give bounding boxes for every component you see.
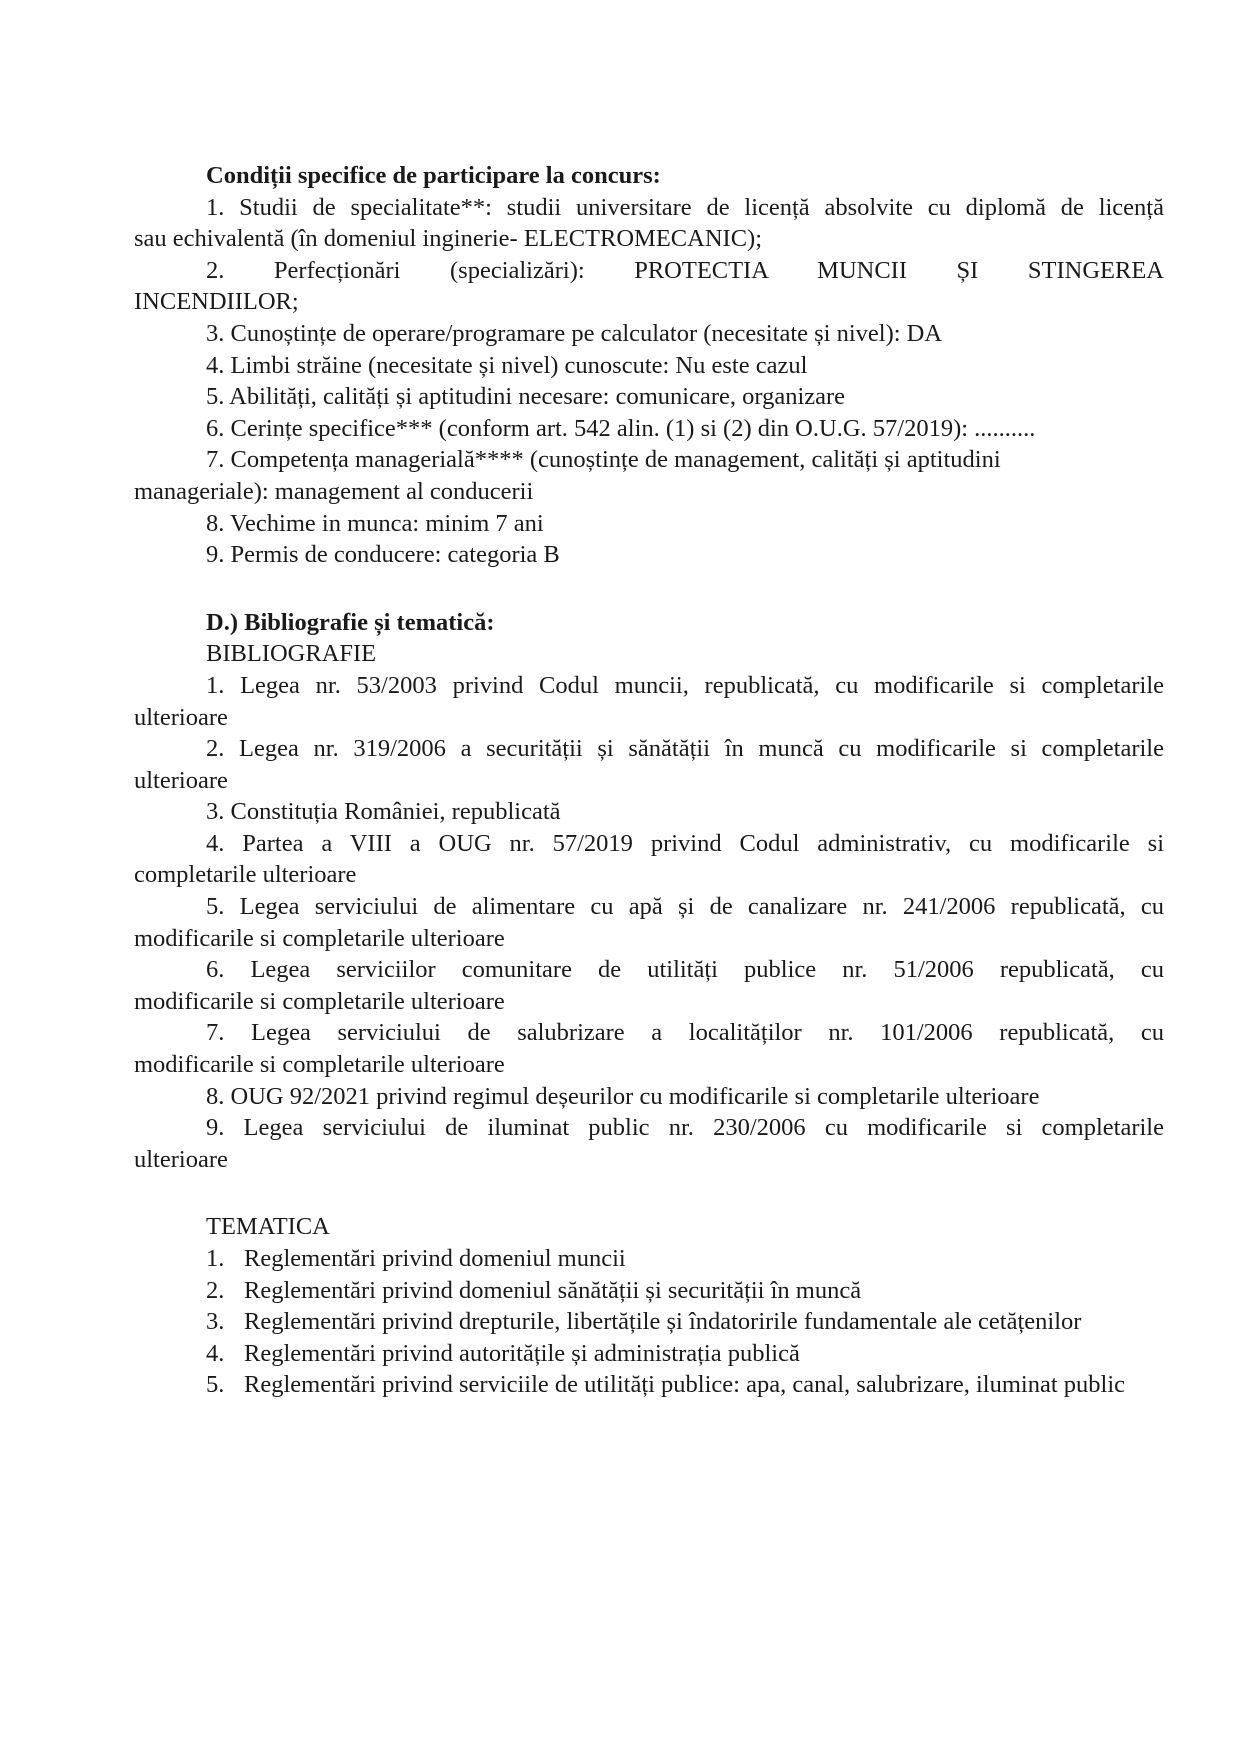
document-body [134, 160, 1164, 1401]
tematica-item [134, 1306, 1164, 1338]
bibliography-subheading: BIBLIOGRAFIE [206, 640, 377, 668]
condition-2-line-1: 2. Perfecționări (specializări): PROTECTIA MUNCII ȘI STINGEREA [206, 256, 1164, 284]
bibliography-item-2-line-2: ulterioare [134, 766, 228, 794]
bibliography-item-5-line-2: modificarile si completarile ulterioare [134, 924, 505, 952]
bibliography-item-9-line-1: 9. Legea serviciului de iluminat public nr. 230/2006 cu modificarile si completarile [206, 1114, 1164, 1142]
tematica-item [134, 1243, 1164, 1275]
tematica-item-text: Reglementări privind drepturile, libertățile și îndatoririle fundamentale ale cetățenilor [244, 1308, 1082, 1336]
bibliography-item-7-line-1: 7. Legea serviciului de salubrizare a localităților nr. 101/2006 republicată, cu [206, 1019, 1164, 1047]
tematica-item-text: Reglementări privind serviciile de utilități publice: apa, canal, salubrizare, iluminat public [244, 1371, 1126, 1399]
tematica-item-number: 2. [206, 1276, 225, 1304]
bibliography-item-1-line-1: 1. Legea nr. 53/2003 privind Codul muncii, republicată, cu modificarile si completarile [206, 671, 1164, 699]
bibliography-item-6-line-1: 6. Legea serviciilor comunitare de utilități publice nr. 51/2006 republicată, cu [206, 956, 1164, 984]
conditions-heading: Condiții specifice de participare la concurs: [206, 162, 661, 189]
bibliography-heading: D.) Bibliografie și tematică: [206, 608, 495, 636]
bibliography-item-4-line-1: 4. Partea a VIII a OUG nr. 57/2019 privind Codul administrativ, cu modificarile si [206, 829, 1164, 857]
tematica-item [134, 1275, 1164, 1307]
condition-4: 4. Limbi străine (necesitate și nivel) cunoscute: Nu este cazul [206, 351, 808, 379]
bibliography-item-2-line-1: 2. Legea nr. 319/2006 a securității și sănătății în muncă cu modificarile si completarile [206, 735, 1164, 763]
bibliography-item-5-line-1: 5. Legea serviciului de alimentare cu apă și de canalizare nr. 241/2006 republicată, cu [206, 893, 1164, 921]
tematica-item-text: Reglementări privind autoritățile și administrația publică [244, 1339, 800, 1367]
tematica-item-number: 5. [206, 1371, 225, 1399]
section-spacer [134, 1175, 1164, 1211]
bibliography-item-7-line-2: modificarile si completarile ulterioare [134, 1051, 505, 1079]
tematica-item [134, 1369, 1164, 1401]
bibliography-item-6-line-2: modificarile si completarile ulterioare [134, 987, 505, 1015]
condition-3: 3. Cunoștințe de operare/programare pe calculator (necesitate și nivel): DA [206, 319, 943, 347]
tematica-item-number: 1. [206, 1245, 225, 1272]
tematica-heading: TEMATICA [206, 1213, 330, 1241]
tematica-item-text: Reglementări privind domeniul muncii [244, 1245, 626, 1272]
condition-6: 6. Cerințe specifice*** (conform art. 542 alin. (1) si (2) din O.U.G. 57/2019): .......... [206, 414, 1036, 442]
bibliography-item-4-line-2: completarile ulterioare [134, 861, 357, 889]
bibliography-item-3: 3. Constituția României, republicată [206, 798, 561, 826]
tematica-item [134, 1338, 1164, 1370]
condition-1-line-2: sau echivalentă (în domeniul inginerie- ELECTROMECANIC); [134, 225, 763, 253]
condition-2-line-2: INCENDIILOR; [134, 288, 299, 316]
section-spacer [134, 571, 1164, 607]
condition-8: 8. Vechime in munca: minim 7 ani [206, 509, 544, 537]
bibliography-item-9-line-2: ulterioare [134, 1145, 228, 1173]
bibliography-item-1-line-2: ulterioare [134, 703, 228, 731]
tematica-item-number: 3. [206, 1308, 225, 1336]
tematica-item-text: Reglementări privind domeniul sănătății și securității în muncă [244, 1276, 862, 1304]
tematica-list [134, 1243, 1164, 1401]
condition-5: 5. Abilități, calități și aptitudini necesare: comunicare, organizare [206, 383, 846, 411]
condition-9: 9. Permis de conducere: categoria B [206, 541, 560, 569]
tematica-item-number: 4. [206, 1339, 225, 1367]
condition-7-line-2: manageriale): management al conducerii [134, 477, 534, 505]
condition-7-line-1: 7. Competența managerială**** (cunoștințe de management, calități și aptitudini [206, 446, 1001, 474]
bibliography-item-8: 8. OUG 92/2021 privind regimul deșeurilor cu modificarile si completarile ulterioare [206, 1082, 1040, 1110]
condition-1-line-1: 1. Studii de specialitate**: studii universitare de licență absolvite cu diplomă de licență [206, 193, 1164, 221]
